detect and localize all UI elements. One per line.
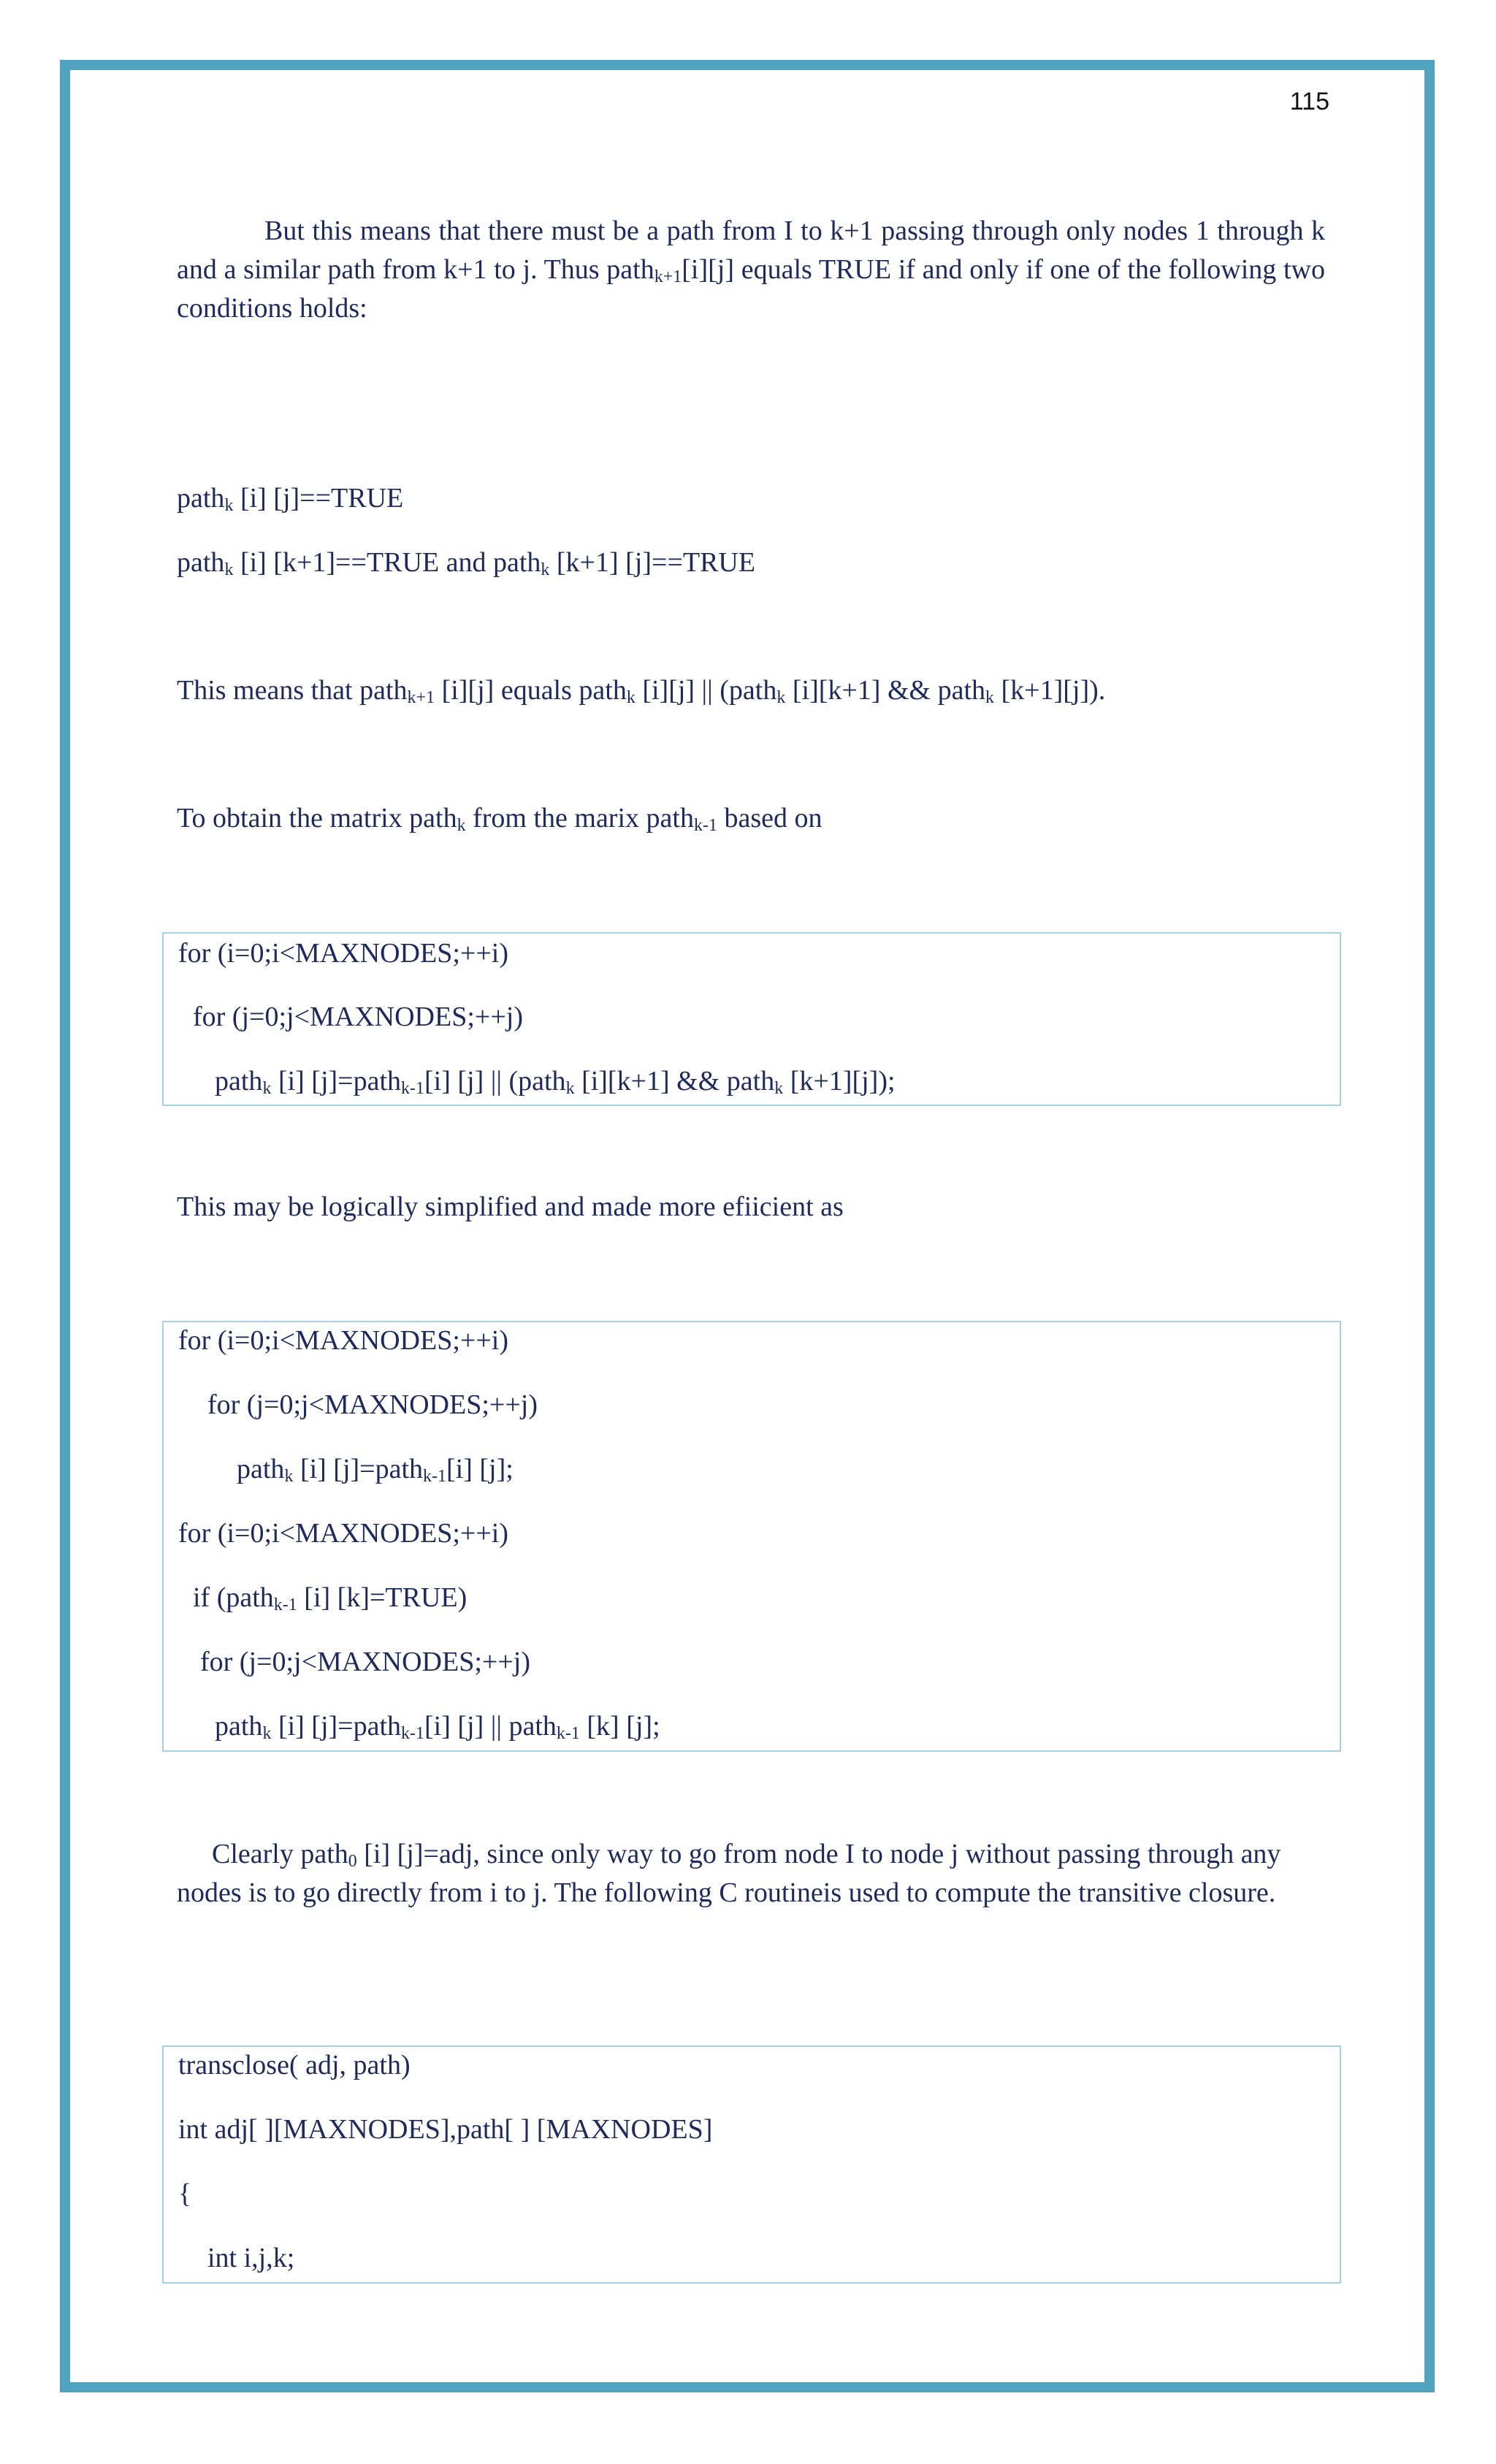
- code-line: path$_k$ [i] [j]=path$_{k-1}$[i] [j] || path$_{k-1}$ [k] [j];: [215, 1711, 660, 1743]
- code-block-1: [162, 932, 1341, 1106]
- code-line: {: [178, 2178, 192, 2209]
- clearly-paragraph: Clearly path$_0$ [i] [j]=adj, since only way to go from node I to node j without passing through any nodes is to go directly from i to j. The following C routineis used to compute the transitive closure.: [177, 1839, 1281, 1908]
- code-line: for (i=0;i<MAXNODES;++i): [178, 938, 508, 969]
- obtain-sentence: To obtain the matrix path$_k$ from the marix path$_{k-1}$ based on: [177, 803, 823, 835]
- code-line: path$_k$ [i] [j]=path$_{k-1}$[i] [j] || (path$_k$ [i][k+1] && path$_k$ [k+1][j]);: [215, 1066, 896, 1098]
- code-line: for (i=0;i<MAXNODES;++i): [178, 1325, 508, 1356]
- code-block-2: [162, 1321, 1341, 1752]
- code-line: path$_k$ [i] [j]=path$_{k-1}$[i] [j];: [237, 1454, 514, 1486]
- code-line: if (path$_{k-1}$ [i] [k]=TRUE): [193, 1582, 468, 1614]
- meaning-sentence: This means that path$_{k+1}$ [i][j] equals path$_k$ [i][j] || (path$_k$ [i][k+1] && path$_k$ [k+1][j]).: [177, 675, 1106, 707]
- code-line: transclose( adj, path): [178, 2050, 411, 2080]
- intro-paragraph: But this means that there must be a path from I to k+1 passing through only nodes 1 through k and a similar path from k+1 to j. Thus path$_{k+1}$[i][j] equals TRUE if and only if one of the following two conditions holds:: [177, 215, 1325, 324]
- code-line: for (j=0;j<MAXNODES;++j): [207, 1389, 538, 1420]
- condition-2: path$_k$ [i] [k+1]==TRUE and path$_k$ [k+1] [j]==TRUE: [177, 547, 756, 579]
- page-border: [60, 60, 1435, 2392]
- code-line: for (j=0;j<MAXNODES;++j): [200, 1647, 530, 1677]
- page-number: 115: [1289, 88, 1329, 115]
- code-block-3: [162, 2045, 1341, 2284]
- code-line: for (j=0;j<MAXNODES;++j): [193, 1002, 523, 1032]
- code-line: for (i=0;i<MAXNODES;++i): [178, 1518, 508, 1549]
- code-line: int i,j,k;: [207, 2243, 295, 2273]
- condition-1: path$_k$ [i] [j]==TRUE: [177, 483, 404, 515]
- simplified-sentence: This may be logically simplified and made more efiicient as: [177, 1191, 844, 1222]
- code-line: int adj[ ][MAXNODES],path[ ] [MAXNODES]: [178, 2114, 713, 2145]
